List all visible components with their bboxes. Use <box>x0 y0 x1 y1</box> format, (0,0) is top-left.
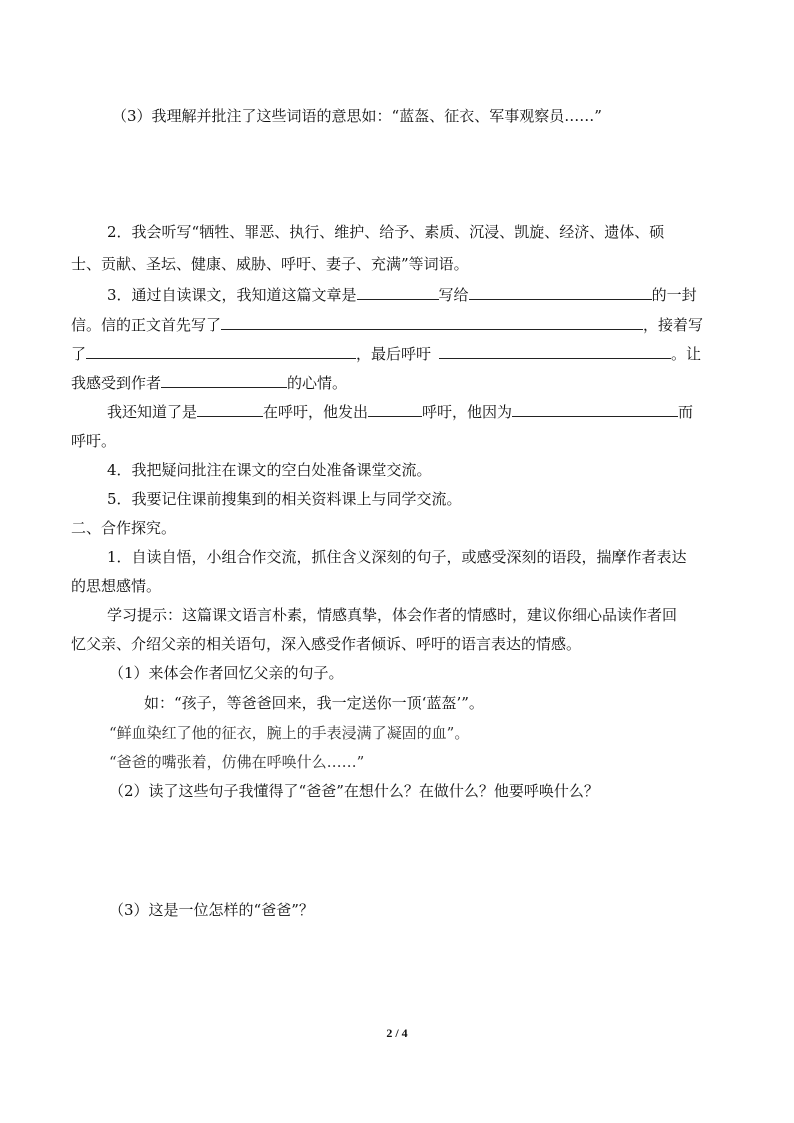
item-3-text: 我感受到作者 <box>71 374 162 392</box>
item-3-text: ，接着写 <box>643 316 704 334</box>
coop-1-line-2: 的思想感情。 <box>71 577 162 595</box>
item-3-line-2 <box>71 315 703 335</box>
item-3-text: 在呼吁，他发出 <box>263 403 369 421</box>
example-sentence-3: “爸爸的嘴张着，仿佛在呼唤什么……” <box>109 753 365 771</box>
item-3-text: 信。信的正文首先写了 <box>71 316 222 334</box>
example-sentence-2: “鲜血染红了他的征衣，腕上的手表浸满了凝固的血”。 <box>109 724 470 742</box>
item-3-line-4 <box>71 373 347 393</box>
blank-article-author[interactable] <box>357 285 439 300</box>
question-1-3: （3）我理解并批注了这些词语的意思如：“蓝盔、征衣、军事观察员……” <box>112 107 602 125</box>
question-2: （2）读了这些句子我懂得了“爸爸”在想什么？在做什么？他要呼唤什么？ <box>109 782 599 800</box>
item-3-text: 而 <box>678 403 694 421</box>
item-3-text: 的心情。 <box>287 374 348 392</box>
hint-line-2: 忆父亲、介绍父亲的相关语句，深入感受作者倾诉、呼吁的语言表达的情感。 <box>71 635 582 653</box>
item-3-text: 写给 <box>438 286 469 304</box>
item-5: 5．我要记住课前搜集到的相关资料课上与同学交流。 <box>107 490 462 508</box>
blank-first-content[interactable] <box>221 315 643 330</box>
section-title-cooperation: 二、合作探究。 <box>71 519 177 537</box>
item-3-text: 了 <box>71 345 87 363</box>
item-3-text: 3．通过自读课文，我知道这篇文章是 <box>107 286 357 304</box>
item-3-line-3 <box>71 344 701 364</box>
item-2-line-2: 士、贡献、圣坛、健康、威胁、呼吁、妻子、充满”等词语。 <box>71 255 469 273</box>
page-number: 2 / 4 <box>386 1026 408 1040</box>
item-3-text: ，最后呼吁 <box>356 345 432 363</box>
question-1: （1）来体会作者回忆父亲的句子。 <box>109 664 344 682</box>
coop-1-line-1: 1．自读自悟，小组合作交流，抓住含义深刻的句子，或感受深刻的语段，揣摩作者表达 <box>107 548 687 566</box>
item-3-line-5 <box>107 402 693 422</box>
item-3-text: 呼吁，他因为 <box>422 403 513 421</box>
item-3-text: 的一封 <box>651 286 697 304</box>
item-4: 4．我把疑问批注在课文的空白处准备课堂交流。 <box>107 461 432 479</box>
item-3-line-1 <box>107 285 697 305</box>
item-3-text: 我还知道了是 <box>107 403 198 421</box>
item-2-line-1: 2．我会听写“牺牲、罪恶、执行、维护、给予、素质、沉浸、凯旋、经济、遗体、硕 <box>107 223 665 241</box>
blank-recipient[interactable] <box>469 285 652 300</box>
item-3-line-6: 呼吁。 <box>71 432 117 450</box>
blank-who[interactable] <box>197 402 263 417</box>
blank-second-content[interactable] <box>86 344 356 359</box>
item-3-text: 。让 <box>671 345 702 363</box>
blank-appeal[interactable] <box>439 344 671 359</box>
question-3: （3）这是一位怎样的“爸爸”？ <box>109 901 314 919</box>
blank-author-feeling[interactable] <box>161 373 287 388</box>
blank-reason[interactable] <box>512 402 678 417</box>
blank-what-appeal[interactable] <box>368 402 422 417</box>
hint-line-1: 学习提示：这篇课文语言朴素，情感真挚，体会作者的情感时，建议你细心品读作者回 <box>107 606 678 624</box>
example-sentence-1: 如：“孩子，等爸爸回来，我一定送你一顶‘蓝盔’”。 <box>144 694 484 712</box>
